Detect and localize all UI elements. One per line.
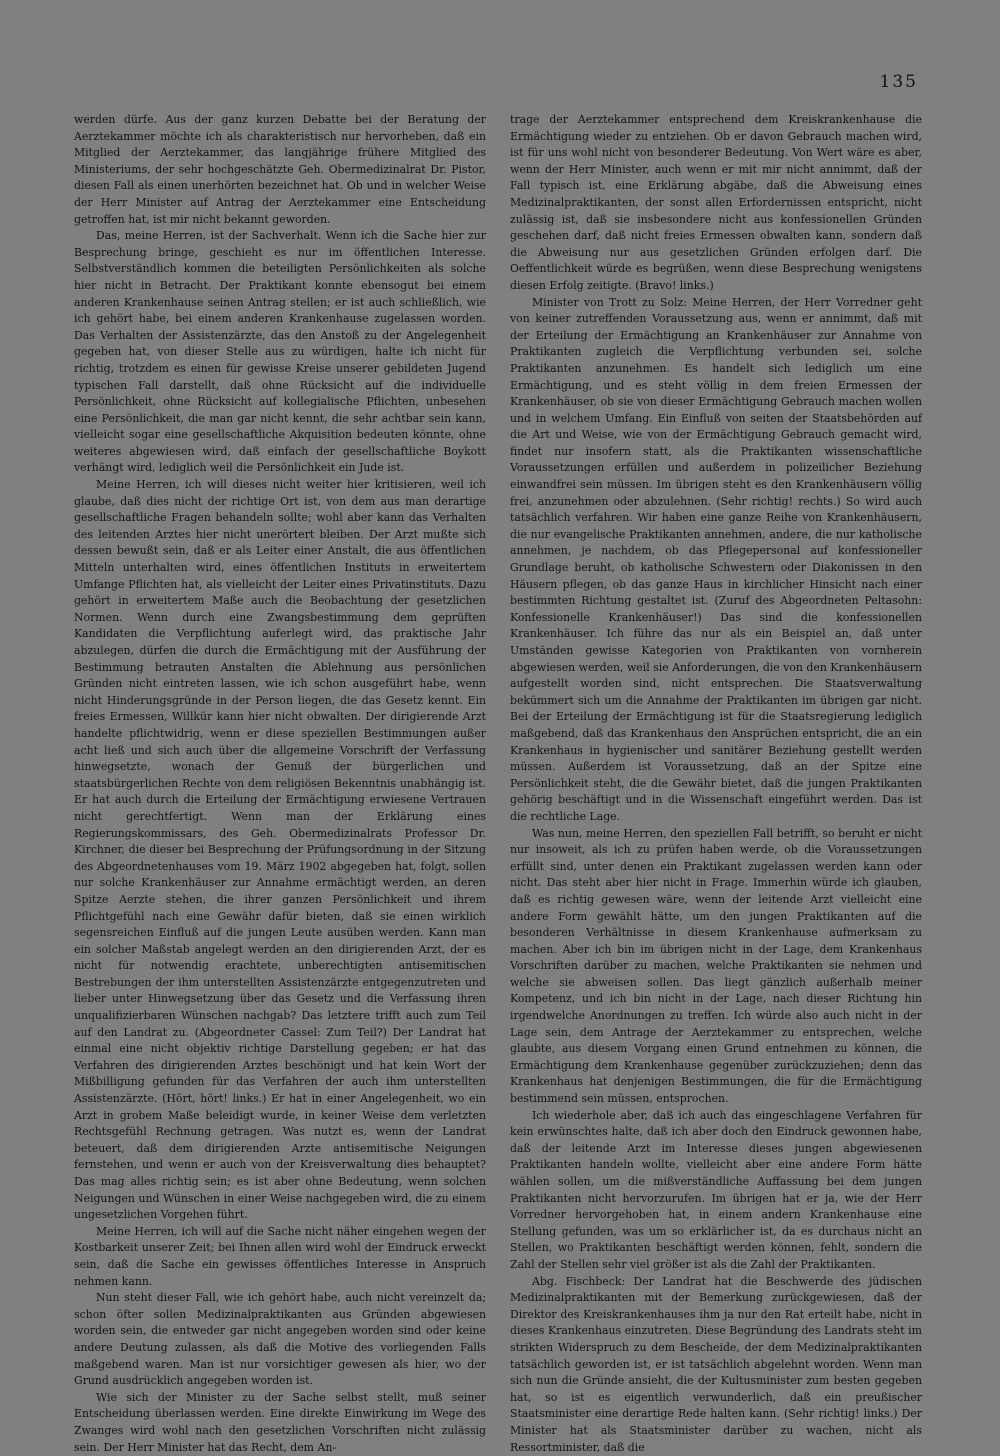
paragraph: Nun steht dieser Fall, wie ich gehört habe, auch nicht vereinzelt da; schon öfter sollen Medizinalpraktikanten aus Gründen abgewiesen worden sein, die entweder gar nicht angegeben worden sind oder keine andere Deutung zulassen, als daß die Motive des vorliegenden Falls maßgebend waren. Man ist nur vorsichtiger gewesen als hier, wo der Grund ausdrücklich angegeben worden ist.: [74, 1291, 486, 1388]
right-column: [510, 112, 922, 1456]
paragraph: Was nun, meine Herren, den speziellen Fall betrifft, so beruht er nicht nur insoweit, als ich zu prüfen haben werde, ob die Voraussetzungen erfüllt sind, unter denen ein Praktikant zugelassen werden kann oder nicht. Das steht aber hier nicht in Frage. Immerhin würde ich glauben, daß es richtig gewesen wäre, wenn der leitende Arzt vielleicht eine andere Form gewählt hätte, um den jungen Praktikanten auf die besonderen Verhältnisse in diesem Krankenhause aufmerksam zu machen. Aber ich bin im übrigen nicht in der Lage, dem Krankenhaus Vorschriften darüber zu machen, welche Praktikanten sie nehmen und welche sie abweisen sollen. Das liegt gänzlich außerhalb meiner Kompetenz, und ich bin nicht in der Lage, nach dieser Richtung hin irgendwelche Anordnungen zu treffen. Ich würde also auch nicht in der Lage sein, dem Antrage der Aerztekammer zu entsprechen, welche glaubte, aus diesem Vorgang einen Grund entnehmen zu können, die Ermächtigung dem Krankenhause gegenüber zurückzuziehen; denn das Krankenhaus hat denjenigen Bestimmungen, die für die Ermächtigung bestimmend sein müssen, entsprochen.: [510, 826, 922, 1106]
left-column: [74, 112, 486, 1456]
paragraph: Minister von Trott zu Solz: Meine Herren, der Herr Vorredner geht von keiner zutreffenden Voraussetzung aus, wenn er annimmt, daß mit der Erteilung der Ermächtigung an Krankenhäuser zur Annahme von Praktikanten zugleich die Verpflichtung verbunden sei, solche Praktikanten anzunehmen. Es handelt sich lediglich um eine Ermächtigung, und es steht völlig in dem freien Ermessen der Krankenhäuser, ob sie von dieser Ermächtigung Gebrauch machen wollen und in welchem Umfang. Ein Einfluß von seiten der Staatsbehörden auf die Art und Weise, wie von der Ermächtigung Gebrauch gemacht wird, findet nur insofern statt, als die Praktikanten wissenschaftliche Voraussetzungen erfüllen und außerdem in polizeilicher Beziehung einwandfrei sein müssen. Im übrigen steht es den Krankenhäusern völlig frei, anzunehmen oder abzulehnen. (Sehr richtig! rechts.) So wird auch tatsächlich verfahren. Wir haben eine ganze Reihe von Krankenhäusern, die nur evangelische Praktikanten annehmen, andere, die nur katholische annehmen, je nachdem, ob das Pflegepersonal auf konfessioneller Grundlage beruht, ob katholische Schwestern oder Diakonissen in den Häusern pflegen, ob das ganze Haus in kirchlicher Hinsicht nach einer bestimmten Richtung gestaltet ist. (Zuruf des Abgeordneten Peltasohn: Konfessionelle Krankenhäuser!) Das sind die konfessionellen Krankenhäuser. Ich führe das nur als ein Beispiel an, daß unter Umständen gewisse Kategorien von Praktikanten von vornherein abgewiesen werden, weil sie Anforderungen, die von den Krankenhäusern aufgestellt worden sind, nicht entsprechen. Die Staatsverwaltung bekümmert sich um die Annahme der Praktikanten im übrigen gar nicht. Bei der Erteilung der Ermächtigung ist für die Staatsregierung lediglich maßgebend, daß das Krankenhaus den Ansprüchen entspricht, die an ein Krankenhaus in hygienischer und sanitärer Beziehung gestellt werden müssen. Außerdem ist Voraussetzung, daß an der Spitze eine Persönlichkeit steht, die die Gewähr bietet, daß die jungen Praktikanten gehörig beschäftigt und in die Wissenschaft eingeführt werden. Das ist die rechtliche Lage.: [510, 295, 922, 823]
paragraph: trage der Aerztekammer entsprechend dem Kreiskrankenhause die Ermächtigung wieder zu entziehen. Ob er davon Gebrauch machen wird, ist für uns wohl nicht von besonderer Bedeutung. Von Wert wäre es aber, wenn der Herr Minister, auch wenn er mit mir nicht annimmt, daß der Fall typisch ist, eine Erklärung abgäbe, daß die Abweisung eines Medizinalpraktikanten, der sonst allen Erfordernissen entspricht, nicht zulässig ist, daß sie insbesondere nicht aus konfessionellen Gründen geschehen darf, daß nicht freies Ermessen obwalten kann, sondern daß die Abweisung nur aus gesetzlichen Gründen erfolgen darf. Die Oeffentlichkeit würde es begrüßen, wenn diese Besprechung wenigstens diesen Erfolg zeitigte. (Bravo! links.): [510, 113, 922, 292]
paragraph: Ich wiederhole aber, daß ich auch das eingeschlagene Verfahren für kein erwünschtes halte, daß ich aber doch den Eindruck gewonnen habe, daß der leitende Arzt im Interesse dieses jungen abgewiesenen Praktikanten handeln wollte, vielleicht aber eine andere Form hätte wählen sollen, um die mißverständliche Auffassung bei dem jungen Praktikanten nicht hervorzurufen. Im übrigen hat er ja, wie der Herr Vorredner hervorgehoben hat, in einem andern Krankenhause eine Stellung gefunden, was um so erklärlicher ist, da es durchaus nicht an Stellen, wo Praktikanten beschäftigt werden können, fehlt, sondern die Zahl der Stellen sehr viel größer ist als die Zahl der Praktikanten.: [510, 1108, 922, 1271]
page-number: 135: [879, 72, 918, 92]
paragraph: Das, meine Herren, ist der Sachverhalt. Wenn ich die Sache hier zur Besprechung bringe, geschieht es nur im öffentlichen Interesse. Selbstverständlich kommen die beteiligten Persönlichkeiten als solche hier nicht in Betracht. Der Praktikant konnte ebensogut bei einem anderen Krankenhause seinen Antrag stellen; er ist auch schließlich, wie ich gehört habe, bei einem anderen Krankenhause zugelassen worden. Das Verhalten der Assistenzärzte, das den Anstoß zu der Angelegenheit gegeben hat, von dieser Stelle aus zu würdigen, halte ich nicht für richtig, trotzdem es einen für gewisse Kreise unserer gebildeten Jugend typischen Fall darstellt, daß ohne Rücksicht auf die individuelle Persönlichkeit, ohne Rücksicht auf kollegialische Pflichten, unbesehen eine Persönlichkeit, die man gar nicht kennt, die sehr achtbar sein kann, vielleicht sogar eine gesellschaftliche Akquisition bedeuten könnte, ohne weiteres abgewiesen wird, daß einfach der gesellschaftliche Boykott verhängt wird, lediglich weil die Persönlichkeit ein Jude ist.: [74, 229, 486, 475]
paragraph: werden dürfe. Aus der ganz kurzen Debatte bei der Beratung der Aerztekammer möchte ich als charakteristisch nur hervorheben, daß ein Mitglied der Aerztekammer, das langjährige frühere Mitglied des Ministeriums, der sehr hochgeschätzte Geh. Obermedizinalrat Dr. Pistor, diesen Fall als einen unerhörten bezeichnet hat. Ob und in welcher Weise der Herr Minister auf Antrag der Aerztekammer eine Entscheidung getroffen hat, ist mir nicht bekannt geworden.: [74, 113, 486, 226]
paragraph: Abg. Fischbeck: Der Landrat hat die Beschwerde des jüdischen Medizinalpraktikanten mit der Bemerkung zurückgewiesen, daß der Direktor des Kreiskrankenhauses ihm ja nur den Rat erteilt habe, nicht in dieses Krankenhaus einzutreten. Diese Begründung des Landrats steht im strikten Widerspruch zu dem Bescheide, der dem Medizinalpraktikanten tatsächlich geworden ist, er ist tatsächlich abgelehnt worden. Wenn man sich nun die Gründe ansieht, die der Kultusminister zum besten gegeben hat, so ist es eigentlich verwunderlich, daß ein preußischer Staatsminister eine derartige Rede halten kann. (Sehr richtig! links.) Der Minister hat als Staatsminister darüber zu wachen, nicht als Ressortminister, daß die: [510, 1274, 922, 1454]
paragraph: Meine Herren, ich will dieses nicht weiter hier kritisieren, weil ich glaube, daß dies nicht der richtige Ort ist, von dem aus man derartige gesellschaftliche Fragen behandeln sollte; wohl aber kann das Verhalten des leitenden Arztes hier nicht unerörtert bleiben. Der Arzt mußte sich dessen bewußt sein, daß er als Leiter einer Anstalt, die aus öffentlichen Mitteln unterhalten wird, eines öffentlichen Instituts in erweitertem Umfange Pflichten hat, als vielleicht der Leiter eines Privatinstituts. Dazu gehört in erweitertem Maße auch die Beobachtung der gesetzlichen Normen. Wenn durch eine Zwangsbestimmung dem geprüften Kandidaten die Verpflichtung auferlegt wird, das praktische Jahr abzulegen, dürfen die durch die Ermächtigung mit der Ausführung der Bestimmung betrauten Anstalten die Ablehnung aus persönlichen Gründen nicht eintreten lassen, wie ich schon ausgeführt habe, wenn nicht Hinderungsgründe in der Person liegen, die das Gesetz kennt. Ein freies Ermessen, Willkür kann hier nicht obwalten. Der dirigierende Arzt handelte pflichtwidrig, wenn er diese speziellen Bestimmungen außer acht ließ und sich auch über die allgemeine Vorschrift der Verfassung hinwegsetzte, wonach der Genuß der bürgerlichen und staatsbürgerlichen Rechte von dem religiösen Bekenntnis unabhängig ist. Er hat auch durch die Erteilung der Ermächtigung erwiesene Vertrauen nicht gerechtfertigt. Wenn man der Erklärung eines Regierungskommissars, des Geh. Obermedizinalrats Professor Dr. Kirchner, die dieser bei Besprechung der Prüfungsordnung in der Sitzung des Abgeordnetenhauses vom 19. März 1902 abgegeben hat, folgt, sollen nur solche Krankenhäuser zur Annahme ermächtigt werden, an deren Spitze Aerzte stehen, die ihrer ganzen Persönlichkeit und ihrem Pflichtgefühl nach eine Gewähr dafür bieten, daß sie einen wirklich segensreichen Einfluß auf die jungen Leute ausüben werden. Kann man ein solcher Maßstab angelegt werden an den dirigierenden Arzt, der es nicht für notwendig erachtete, unberechtigten antisemitischen Bestrebungen der ihm unterstellten Assistenzärzte entgegenzutreten und lieber unter Hinwegsetzung über das Gesetz und die Verfassung ihren unqualifizierbaren Wünschen nachgab? Das letztere trifft auch zum Teil auf den Landrat zu. (Abgeordneter Cassel: Zum Teil?) Der Landrat hat einmal eine nicht objektiv richtige Darstellung gegeben; er hat das Verfahren des dirigierenden Arztes beschönigt und hat kein Wort der Mißbilligung gefunden für das Verfahren der auch ihm unterstellten Assistenzärzte. (Hört, hört! links.) Er hat in einer Angelegenheit, wo ein Arzt in grobem Maße beleidigt wurde, in keiner Weise dem verletzten Rechtsgefühl Rechnung getragen. Was nutzt es, wenn der Landrat beteuert, daß dem dirigierenden Arzte antisemitische Neigungen fernstehen, und wenn er auch von der Kreisverwaltung dies behauptet? Das mag alles richtig sein; es ist aber ohne Bedeutung, wenn solchen Neigungen und Wünschen in einer Weise nachgegeben wird, die zu einem ungesetzlichen Vorgehen führt.: [74, 478, 486, 1222]
paragraph: Wie sich der Minister zu der Sache selbst stellt, muß seiner Entscheidung überlassen werden. Eine direkte Einwirkung im Wege des Zwanges wird wohl nach den gesetzlichen Vorschriften nicht zulässig sein. Der Herr Minister hat das Recht, dem An-: [74, 1390, 486, 1454]
paragraph: Meine Herren, ich will auf die Sache nicht näher eingehen wegen der Kostbarkeit unserer Zeit; bei Ihnen allen wird wohl der Eindruck erweckt sein, daß die Sache ein gewisses öffentliches Interesse in Anspruch nehmen kann.: [74, 1224, 486, 1288]
